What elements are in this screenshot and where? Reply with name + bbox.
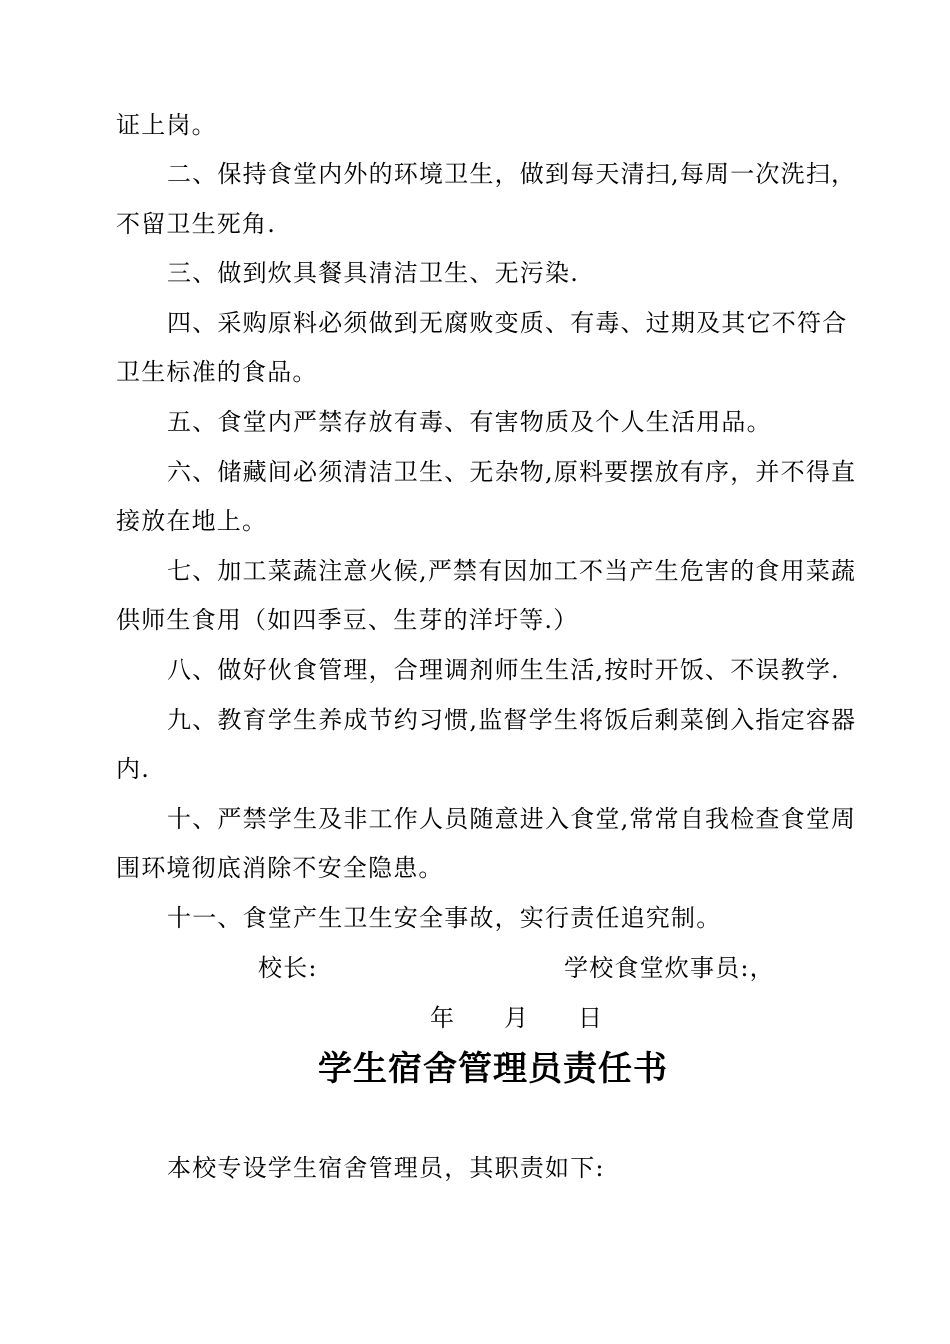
paragraph-line: 证上岗。 — [116, 111, 217, 139]
paragraph-line: 内. — [116, 755, 151, 783]
paragraph-line: 七、加工菜蔬注意火候,严禁有因加工不当产生危害的食用菜蔬 — [167, 557, 857, 585]
paragraph-line: 十、严禁学生及非工作人员随意进入食堂,常常自我检查食堂周 — [167, 805, 857, 833]
paragraph-line: 九、教育学生养成节约习惯,监督学生将饭后剩菜倒入指定容器 — [167, 706, 857, 734]
intro-paragraph: 本校专设学生宿舍管理员，其职责如下: — [167, 1154, 605, 1182]
paragraph-line: 不留卫生死角. — [116, 210, 277, 238]
date-month: 月 — [504, 1004, 528, 1032]
paragraph-line: 二、保持食堂内外的环境卫生，做到每天清扫,每周一次洗扫， — [167, 160, 857, 188]
paragraph-line: 卫生标准的食品。 — [116, 358, 318, 386]
date-year: 年 — [430, 1004, 454, 1032]
paragraph-line: 十一、食堂产生卫生安全事故，实行责任追究制。 — [167, 904, 722, 932]
paragraph-line: 六、储藏间必须清洁卫生、无杂物,原料要摆放有序，并不得直 — [167, 458, 857, 486]
paragraph-line: 供师生食用（如四季豆、生芽的洋圩等.） — [116, 606, 579, 634]
paragraph-line: 围环境彻底消除不安全隐患。 — [116, 854, 444, 882]
paragraph-line: 接放在地上。 — [116, 507, 268, 535]
cook-signature-label: 学校食堂炊事员:， — [564, 954, 775, 982]
paragraph-line: 四、采购原料必须做到无腐败变质、有毒、过期及其它不符合 — [167, 309, 848, 337]
paragraph-line: 八、做好伙食管理，合理调剂师生生活,按时开饭、不误教学. — [167, 656, 840, 684]
paragraph-line: 三、做到炊具餐具清洁卫生、无污染. — [167, 259, 580, 287]
paragraph-line: 五、食堂内严禁存放有毒、有害物质及个人生活用品。 — [167, 408, 772, 436]
document-title: 学生宿舍管理员责任书 — [318, 1049, 668, 1089]
date-day: 日 — [578, 1004, 602, 1032]
date-line — [430, 1001, 602, 1035]
principal-signature-label: 校长: — [258, 954, 318, 982]
